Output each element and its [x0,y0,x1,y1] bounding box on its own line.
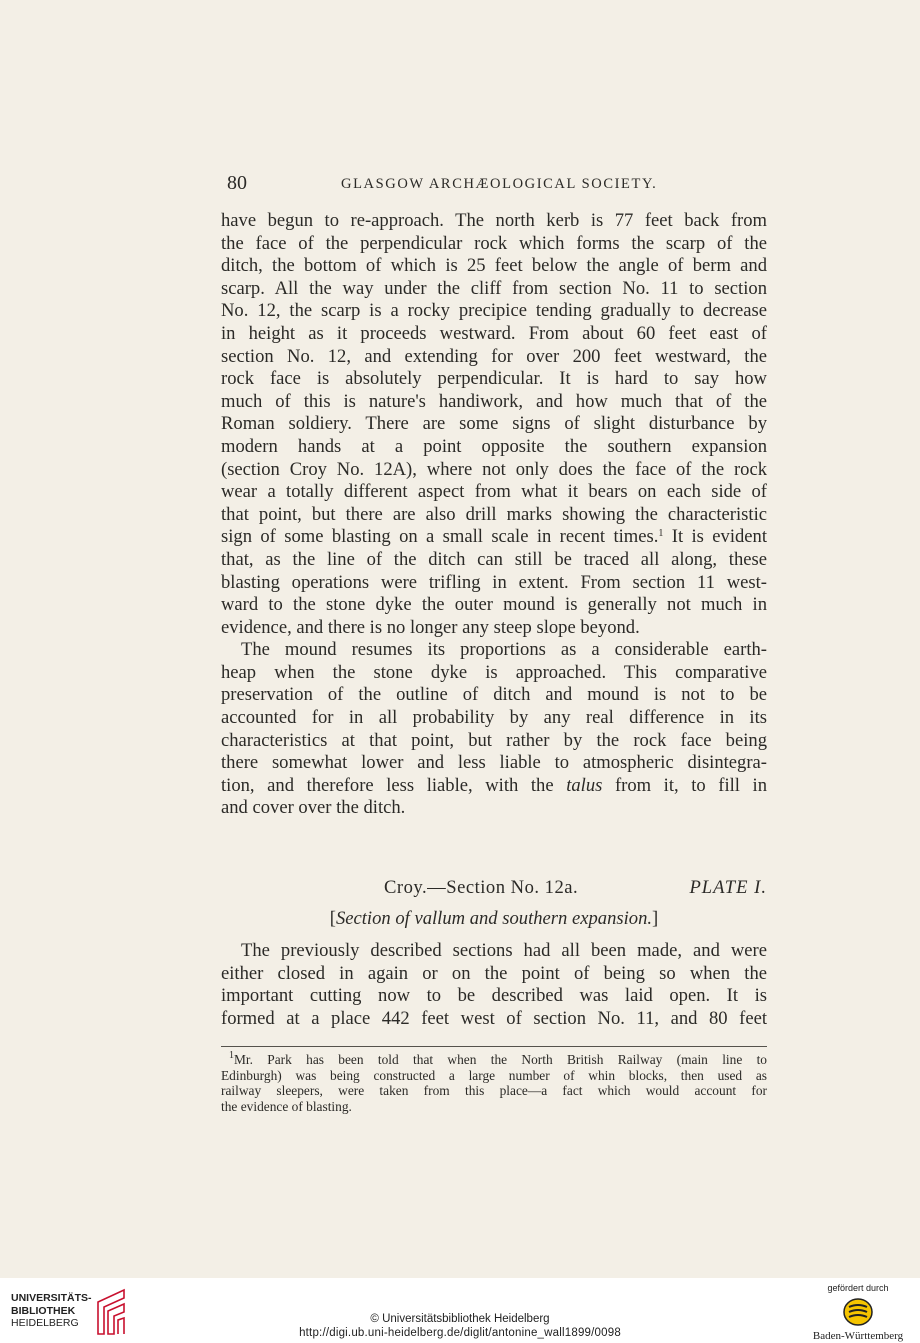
text-line: The previously described sections had all been made, and were [241,940,767,961]
footnote-divider [221,1046,767,1047]
text-line [221,775,767,798]
text-line: scarp. All the way under the cliff from section No. 11 to section [221,277,767,299]
text-segment: from it, to fill in [602,774,767,796]
text-line: ward to the stone dyke the outer mound is generally not much in [221,594,767,616]
state-crest-icon [842,1297,874,1329]
footnote-marker: 1 [229,1050,234,1061]
italic-term: talus [566,774,603,796]
bracket-open: [ [329,908,336,929]
footnote-line: railway sleepers, were taken from this place—a fact which would account for [221,1083,767,1099]
text-line: evidence, and there is no longer any steep slope beyond. [221,616,640,638]
text-line: much of this is nature's handiwork, and how much that of the [221,390,767,412]
body-text-bottom [221,940,767,1030]
text-line: the face of the perpendicular rock which forms the scarp of the [221,232,767,254]
footnote [221,1052,767,1114]
text-line: section No. 12, and extending for over 200 feet westward, the [221,345,767,367]
text-line: that, as the line of the ditch can still be traced all along, these [221,548,767,570]
text-line: characteristics at that point, but rather by the rock face being [221,729,767,751]
text-line: have begun to re-approach. The north kerb is 77 feet back from [221,210,767,231]
running-head [221,172,767,198]
sponsor-label: gefördert durch [827,1283,889,1293]
bracket-close: ] [652,908,659,929]
text-line: Roman soldiery. There are some signs of slight disturbance by [221,413,767,435]
text-line: important cutting now to be described was laid open. It is [221,985,767,1007]
text-line: accounted for in all probability by any real difference in its [221,707,767,729]
footnote-line [221,1052,767,1068]
running-title: GLASGOW ARCHÆOLOGICAL SOCIETY. [341,176,658,192]
plate-reference: PLATE I. [689,877,767,898]
text-line: that point, but there are also drill marks showing the characteristic [221,503,767,525]
subheading-text: Section of vallum and southern expansion. [335,908,653,929]
body-text-top [221,210,767,820]
text-line: in height as it proceeds westward. From about 60 feet east of [221,322,767,344]
text-line: The mound resumes its proportions as a considerable earth- [241,639,767,661]
footnote-text: Mr. Park has been told that when the North British Railway (main line to [234,1052,767,1067]
text-segment: tion, and therefore less liable, with the [221,774,567,796]
section-heading [221,877,767,903]
sponsor-name: Baden-Württemberg [812,1330,904,1342]
text-segment: It is evident [663,526,767,548]
text-line: rock face is absolutely perpendicular. It is hard to say how [221,368,767,390]
section-title: Croy.—Section No. 12a. [384,877,579,898]
permalink[interactable]: http://digi.ub.uni-heidelberg.de/diglit/antonine_wall1899/0098 [299,1327,621,1339]
text-line: and cover over the ditch. [221,797,406,819]
text-line: blasting operations were trifling in extent. From section 11 west- [221,571,767,593]
text-line: there somewhat lower and less liable to atmospheric disintegra- [221,752,767,774]
library-footer [0,1278,920,1343]
footnote-line: Edinburgh) was being constructed a large number of whin blocks, then used as [221,1067,767,1083]
section-subheading [221,908,767,930]
text-line: wear a totally different aspect from what it bears on each side of [221,481,767,503]
logo-line: HEIDELBERG [11,1317,79,1329]
footnote-line: the evidence of blasting. [221,1098,352,1114]
logo-line: BIBLIOTHEK [11,1304,76,1317]
text-line: modern hands at a point opposite the southern expansion [221,435,767,457]
page-number: 80 [227,172,247,194]
copyright-notice: © Universitätsbibliothek Heidelberg [370,1313,550,1325]
text-line: ditch, the bottom of which is 25 feet below the angle of berm and [221,255,767,277]
text-line: formed at a place 442 feet west of section No. 11, and 80 feet [221,1007,767,1029]
text-line [221,526,767,549]
sponsor [808,1283,908,1342]
text-line: either closed in again or on the point of being so when the [221,962,767,984]
footnote-ref[interactable]: 1 [658,528,664,540]
text-line: preservation of the outline of ditch and mound is not to be [221,684,767,706]
text-line: (section Croy No. 12A), where not only does the face of the rock [221,458,767,480]
logo-line: UNIVERSITÄTS- [11,1292,92,1304]
text-line: heap when the stone dyke is approached. This comparative [221,661,767,683]
text-line: No. 12, the scarp is a rocky precipice tending gradually to decrease [221,300,767,322]
text-segment: sign of some blasting on a small scale in recent times. [221,526,659,548]
